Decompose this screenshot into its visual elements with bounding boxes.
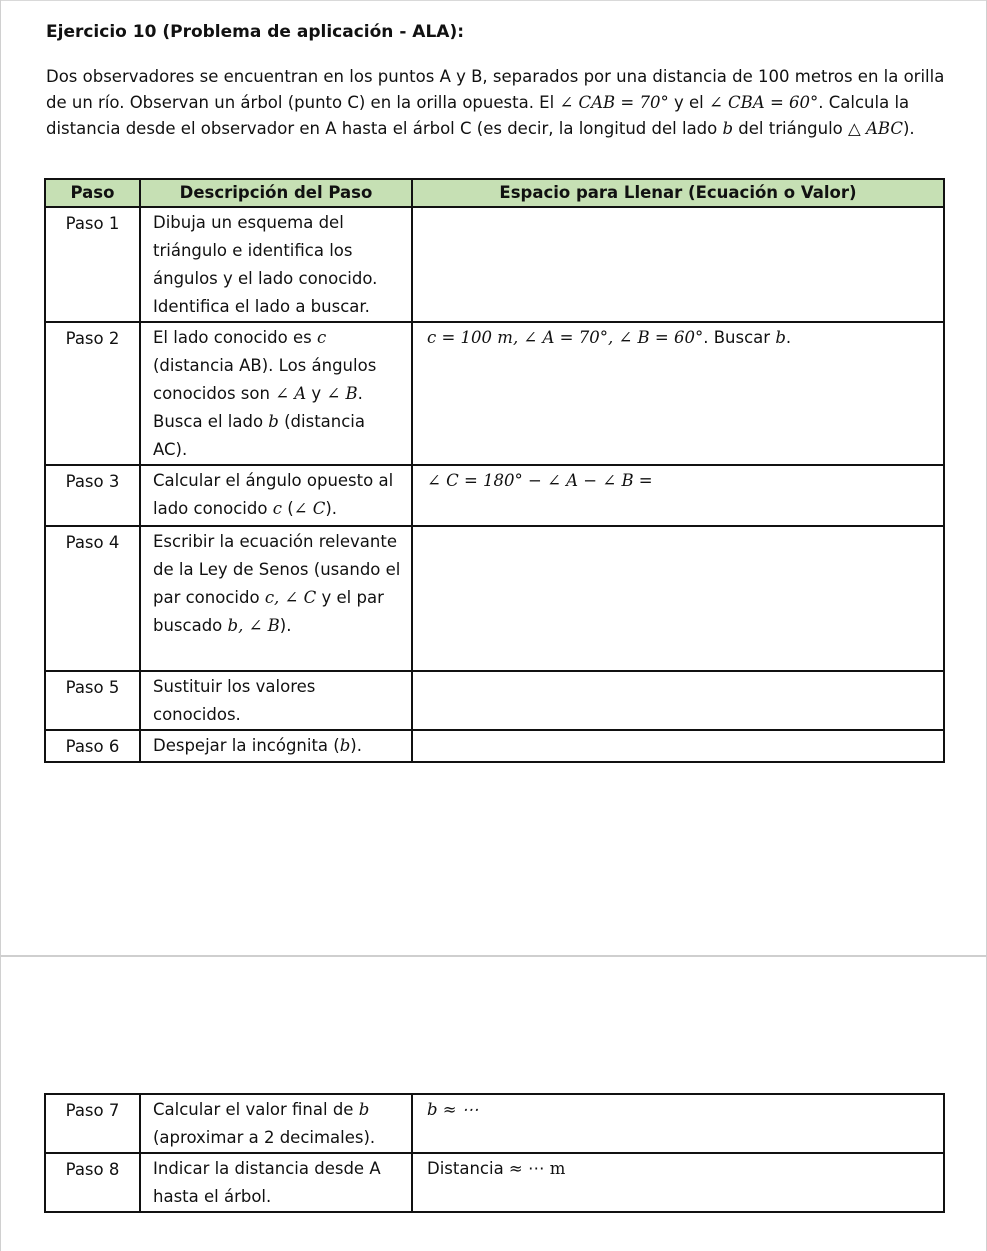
fill-cell[interactable]: [412, 526, 944, 671]
step-label: Paso 4: [45, 526, 140, 671]
problem-text-2: y el: [668, 93, 709, 112]
angle-cba: ∠ CBA = 60°: [708, 93, 819, 112]
page-top-border: [0, 0, 987, 1]
table-row: [45, 207, 944, 322]
step-label: Paso 6: [45, 730, 140, 762]
table-row: [45, 671, 944, 730]
problem-text-4: del triángulo: [733, 119, 849, 138]
exercise-title: Ejercicio 10 (Problema de aplicación - ALA):: [46, 22, 465, 42]
problem-statement: [46, 64, 946, 142]
table-row: [45, 465, 944, 526]
page-separator: [0, 955, 987, 957]
table-row: [45, 322, 944, 465]
fill-cell[interactable]: ∠ C = 180° − ∠ A − ∠ B =: [412, 465, 944, 526]
steps-table-continued: [44, 1093, 945, 1213]
step-label: Paso 1: [45, 207, 140, 322]
step-description: Sustituir los valores conocidos.: [140, 671, 412, 730]
step-description: El lado conocido es c (distancia AB). Los ángulos conocidos son ∠ A y ∠ B. Busca el lado b (distancia AC).: [140, 322, 412, 465]
step-description: Calcular el valor final de b (aproximar a 2 decimales).: [140, 1094, 412, 1153]
problem-text-5: ).: [902, 119, 915, 138]
step-label: Paso 2: [45, 322, 140, 465]
step-description: Calcular el ángulo opuesto al lado conocido c (∠ C).: [140, 465, 412, 526]
page-left-border: [0, 0, 1, 1251]
table-row: [45, 1153, 944, 1212]
fill-cell[interactable]: [412, 730, 944, 762]
step-label: Paso 7: [45, 1094, 140, 1153]
fill-cell[interactable]: [412, 671, 944, 730]
fill-cell[interactable]: [412, 207, 944, 322]
step-label: Paso 8: [45, 1153, 140, 1212]
step-description: Despejar la incógnita (b).: [140, 730, 412, 762]
table-header-row: [45, 179, 944, 207]
step-label: Paso 5: [45, 671, 140, 730]
table-row: [45, 526, 944, 671]
fill-cell[interactable]: c = 100 m, ∠ A = 70°, ∠ B = 60°. Buscar b.: [412, 322, 944, 465]
steps-table: [44, 178, 945, 763]
step-description: Indicar la distancia desde A hasta el árbol.: [140, 1153, 412, 1212]
header-descripcion: Descripción del Paso: [140, 179, 412, 207]
header-paso: Paso: [45, 179, 140, 207]
side-b: b: [722, 119, 734, 138]
triangle-abc: △ ABC: [848, 119, 903, 138]
problem-text-1: Dos observadores se encuentran en los puntos A y B, separados por una distancia de 100 metros en la orilla de un río. Observan un árbol (punto C) en la orilla opuesta. El: [46, 67, 945, 112]
table-row: [45, 730, 944, 762]
step-description: Dibuja un esquema del triángulo e identifica los ángulos y el lado conocido. Identifica el lado a buscar.: [140, 207, 412, 322]
step-description: Escribir la ecuación relevante de la Ley de Senos (usando el par conocido c, ∠ C y el par buscado b, ∠ B).: [140, 526, 412, 671]
table-row: [45, 1094, 944, 1153]
header-espacio: Espacio para Llenar (Ecuación o Valor): [412, 179, 944, 207]
angle-cab: ∠ CAB = 70°: [559, 93, 669, 112]
step-label: Paso 3: [45, 465, 140, 526]
fill-cell[interactable]: b ≈ ⋯: [412, 1094, 944, 1153]
problem-text-3: . Calcula la distancia desde el observador en A hasta el árbol C (es decir, la longitud del lado: [46, 93, 910, 138]
fill-cell[interactable]: Distancia ≈ ⋯ m: [412, 1153, 944, 1212]
